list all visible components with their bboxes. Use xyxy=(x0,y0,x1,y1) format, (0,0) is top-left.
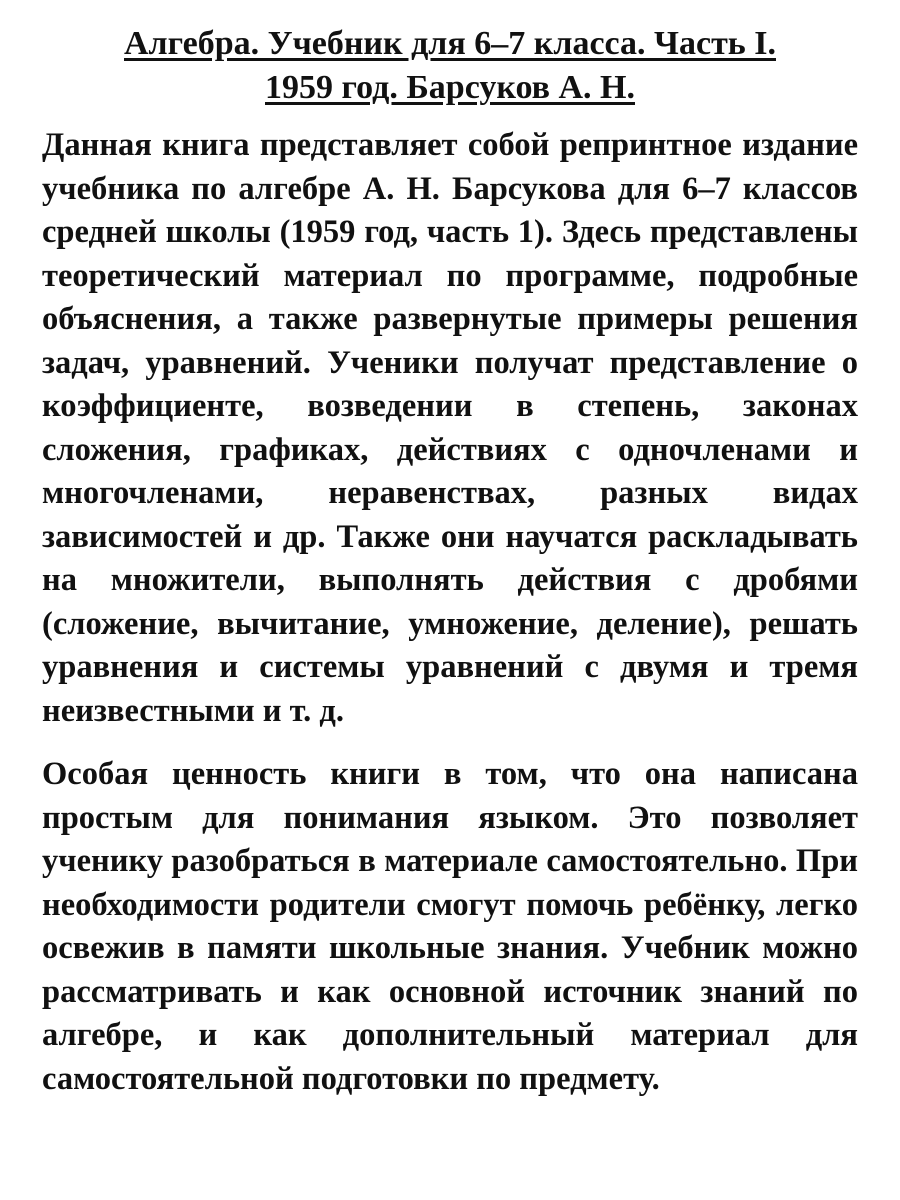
description-paragraph-2: Особая ценность книги в том, что она написана простым для понимания языком. Это позволяет ученику разобраться в материале самостоятельно. При необходимости родители смогут помочь ребёнку, легко освежив в памяти школьные знания. Учебник можно рассматривать и как основной источник знаний по алгебре, и как дополнительный материал для самостоятельной подготовки по предмету. xyxy=(42,756,858,1097)
title-line-2: 1959 год. Барсуков А. Н. xyxy=(265,69,635,106)
description-paragraph-1: Данная книга представляет собой репринтное издание учебника по алгебре А. Н. Барсукова для 6–7 классов средней школы (1959 год, часть 1). Здесь представлены теоретический материал по программе, подробные объяснения, а также развернутые примеры решения задач, уравнений. Ученики получат представление о коэффициенте, возведении в степень, законах сложения, графиках, действиях с одночленами и многочленами, неравенствах, разных видах зависимостей и др. Также они научатся раскладывать на множители, выполнять действия с дробями (сложение, вычитание, умножение, деление), решать уравнения и системы уравнений с двумя и тремя неизвестными и т. д. xyxy=(42,127,858,729)
title-line-1: Алгебра. Учебник для 6–7 класса. Часть I. xyxy=(124,25,776,62)
document-title xyxy=(42,22,858,110)
